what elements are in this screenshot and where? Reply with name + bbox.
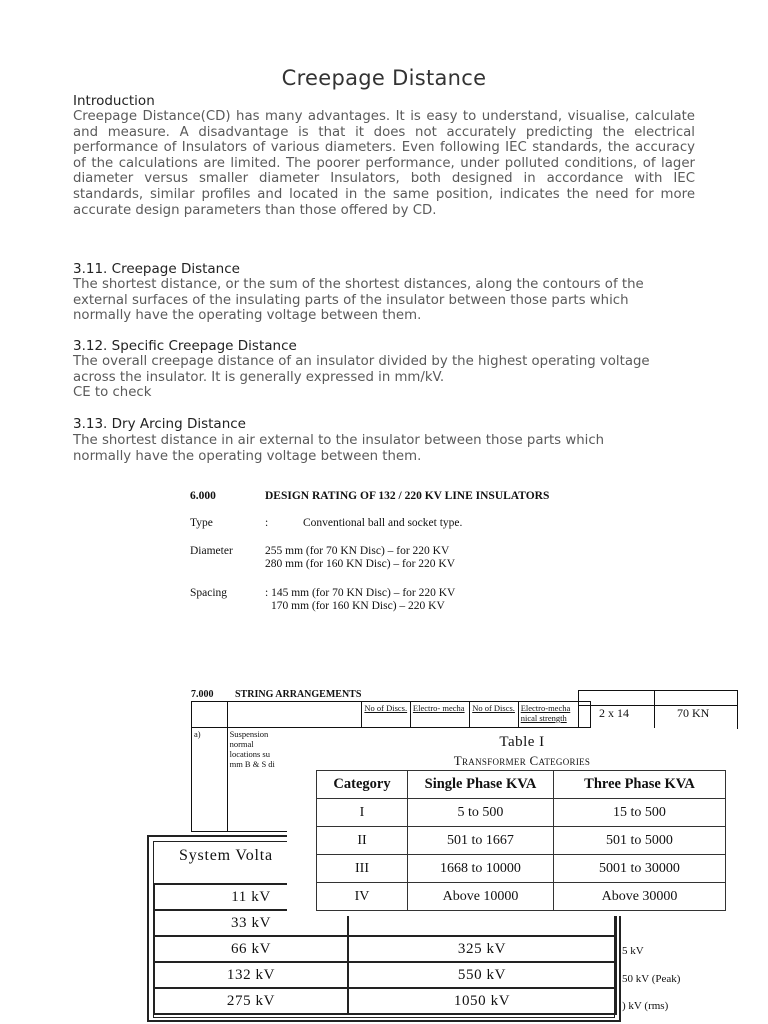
voltage-cell: 325 kV — [348, 936, 616, 962]
fragment-value: 2 x 14 — [599, 706, 629, 720]
row-text: normal — [229, 739, 254, 749]
intro-heading: Introduction — [73, 93, 155, 109]
voltage-cell: 66 kV — [154, 936, 348, 962]
section-heading: 3.11. Creepage Distance — [73, 261, 240, 277]
table-cell: IV — [317, 883, 408, 911]
transformer-table-panel — [287, 728, 737, 916]
voltage-note: 50 kV (Peak) — [622, 973, 681, 985]
design-number: 6.000 — [190, 490, 216, 502]
type-label: Type — [190, 517, 213, 529]
type-value: Conventional ball and socket type. — [303, 517, 463, 529]
table-cell: Above 10000 — [408, 883, 554, 911]
spacing-line: : 145 mm (for 70 KN Disc) – for 220 KV — [265, 587, 456, 599]
section-paragraph: The overall creepage distance of an insulator divided by the highest operating voltage across the insulator. It is generally expressed in mm/kV. — [73, 354, 650, 385]
spacing-label: Spacing — [190, 587, 228, 599]
table-cell: 1668 to 10000 — [408, 855, 554, 883]
column-header: Three Phase KVA — [554, 771, 726, 799]
table-row — [317, 855, 726, 883]
table-cell: II — [317, 827, 408, 855]
string-number: 7.000 — [191, 689, 214, 700]
row-text: Suspension — [229, 729, 269, 739]
diameter-line: 255 mm (for 70 KN Disc) – for 220 KV — [265, 545, 450, 557]
header-cell: Electro-mecha nical strength — [518, 702, 590, 728]
header-cell: No of Discs. — [362, 702, 411, 728]
section-paragraph: The shortest distance in air external to the insulator between those parts which normally have the operating voltage between them. — [73, 433, 605, 464]
voltage-cell: 275 kV — [154, 988, 348, 1014]
table-row — [317, 827, 726, 855]
voltage-cell: 1050 kV — [348, 988, 616, 1014]
voltage-cell: 132 kV — [154, 962, 348, 988]
page-title: Creepage Distance — [281, 66, 487, 90]
row-label: a) — [192, 728, 228, 832]
table-row — [317, 799, 726, 827]
section-heading: 3.13. Dry Arcing Distance — [73, 416, 246, 432]
table-cell: 15 to 500 — [554, 799, 726, 827]
string-heading: STRING ARRANGEMENTS — [235, 689, 362, 700]
section-heading: 3.12. Specific Creepage Distance — [73, 338, 297, 354]
table-cell: Above 30000 — [554, 883, 726, 911]
section-paragraph: The shortest distance, or the sum of the shortest distances, along the contours of the external surfaces of the insulating parts of the insulator between those parts which normally have the operating voltage between them. — [73, 277, 644, 324]
type-colon: : — [265, 517, 269, 529]
voltage-note: 5 kV — [622, 945, 644, 957]
table-cell: 501 to 5000 — [554, 827, 726, 855]
table-cell: I — [317, 799, 408, 827]
diameter-line: 280 mm (for 160 KN Disc) – for 220 KV — [265, 558, 456, 570]
intro-paragraph: Creepage Distance(CD) has many advantages. It is easy to understand, visualise, calculate and measure. A disadvantage is that it does not accurately predicting the electrical performance of Insulators of various diameters. Even following IEC standards, the accuracy of the calculations are limited. The poorer performance, under polluted conditions, of lager diameter versus smaller diameter Insulators, both designed in accordance with IEC standards, similar profiles and located in the same position, indicates the need for more accurate design parameters than those offered by CD. — [73, 109, 695, 218]
spacing-line: 170 mm (for 160 KN Disc) – 220 KV — [271, 600, 445, 612]
table-subcaption: Transformer Categories — [453, 753, 591, 768]
table-cell: 501 to 1667 — [408, 827, 554, 855]
diameter-label: Diameter — [190, 545, 233, 557]
fragment-value: 70 KN — [677, 706, 710, 720]
section-note: CE to check — [73, 385, 152, 400]
column-header: Category — [317, 771, 408, 799]
table-cell: 5001 to 30000 — [554, 855, 726, 883]
header-cell: No of Discs. — [470, 702, 519, 728]
header-cell: Electro- mecha — [410, 702, 469, 728]
voltage-cell: 550 kV — [348, 962, 616, 988]
voltage-cell: 33 kV — [154, 910, 348, 936]
voltage-header: System Volta — [179, 847, 273, 864]
table-cell: 5 to 500 — [408, 799, 554, 827]
table-caption: Table I — [499, 734, 545, 750]
row-text: mm B & S di — [229, 759, 275, 769]
row-text: locations su — [229, 749, 270, 759]
voltage-cell: 11 kV — [154, 884, 348, 910]
string-table-fragment — [578, 690, 738, 729]
table-cell: III — [317, 855, 408, 883]
voltage-note: ) kV (rms) — [622, 1000, 669, 1012]
table-row — [317, 883, 726, 911]
design-heading: DESIGN RATING OF 132 / 220 KV LINE INSULATORS — [265, 490, 550, 502]
column-header: Single Phase KVA — [408, 771, 554, 799]
